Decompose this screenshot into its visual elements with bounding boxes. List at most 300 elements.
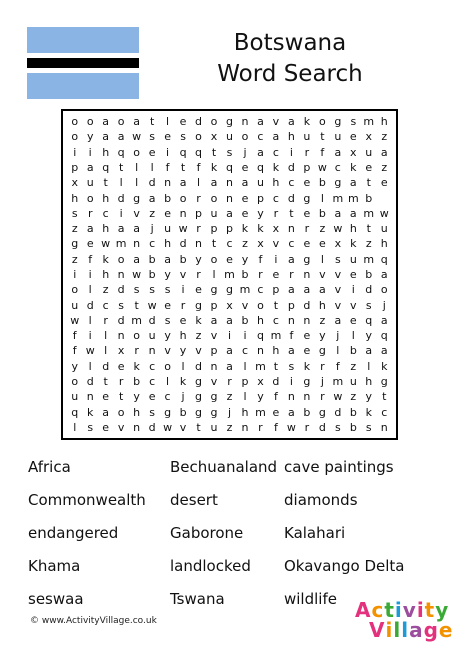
- grid-cell: a: [210, 176, 218, 190]
- grid-cell: d: [272, 374, 280, 388]
- grid-cell: j: [336, 329, 340, 343]
- grid-cell: v: [334, 298, 342, 312]
- grid-cell: p: [241, 374, 249, 388]
- grid-cell: i: [289, 145, 293, 159]
- grid-cell: a: [288, 283, 295, 297]
- grid-cell: h: [102, 222, 110, 236]
- grid-cell: b: [179, 405, 187, 419]
- word-search-grid: [61, 109, 398, 440]
- grid-cell: l: [150, 160, 154, 174]
- grid-cell: n: [195, 237, 203, 251]
- grid-cell: e: [102, 420, 110, 434]
- grid-cell: r: [320, 390, 325, 404]
- grid-cell: z: [71, 252, 78, 266]
- activity-village-logo: [355, 598, 454, 642]
- grid-cell: z: [350, 359, 357, 373]
- grid-cell: u: [256, 176, 264, 190]
- grid-cell: c: [149, 237, 156, 251]
- grid-cell: u: [210, 206, 218, 220]
- grid-cell: g: [303, 374, 311, 388]
- grid-cell: b: [303, 405, 311, 419]
- grid-cell: f: [258, 252, 263, 266]
- grid-cell: o: [257, 298, 264, 312]
- logo-letter: i: [394, 598, 403, 622]
- grid-cell: a: [288, 344, 295, 358]
- grid-cell: t: [366, 222, 371, 236]
- grid-cell: b: [349, 344, 357, 358]
- grid-cell: a: [288, 405, 295, 419]
- grid-cell: f: [72, 344, 77, 358]
- logo-letter: g: [423, 618, 439, 642]
- grid-cell: x: [272, 222, 280, 236]
- grid-cell: q: [195, 145, 203, 159]
- grid-cell: d: [179, 237, 187, 251]
- grid-cell: c: [381, 405, 388, 419]
- grid-cell: d: [303, 298, 311, 312]
- grid-cell: o: [195, 130, 202, 144]
- grid-cell: n: [148, 344, 156, 358]
- grid-cell: q: [102, 160, 110, 174]
- grid-cell: r: [273, 206, 279, 220]
- grid-cell: p: [210, 222, 218, 236]
- word-list-item: Gaborone: [170, 524, 244, 542]
- grid-cell: s: [180, 130, 186, 144]
- grid-cell: a: [380, 145, 388, 159]
- grid-cell: x: [210, 130, 218, 144]
- grid-cell: a: [334, 206, 342, 220]
- grid-cell: t: [180, 160, 186, 174]
- grid-cell: r: [196, 222, 201, 236]
- grid-cell: b: [148, 267, 156, 281]
- grid-cell: u: [334, 130, 342, 144]
- grid-cell: b: [365, 267, 373, 281]
- grid-cell: y: [164, 329, 171, 343]
- grid-cell: l: [243, 390, 247, 404]
- word-list-item: Okavango Delta: [284, 557, 405, 575]
- logo-letter: V: [369, 618, 386, 642]
- grid-cell: n: [133, 420, 141, 434]
- logo-letter: i: [416, 598, 425, 622]
- grid-cell: n: [226, 191, 233, 205]
- grid-cell: l: [119, 176, 123, 190]
- grid-cell: t: [149, 115, 155, 129]
- grid-cell: k: [303, 115, 311, 129]
- grid-cell: q: [117, 145, 125, 159]
- grid-cell: e: [272, 267, 280, 281]
- grid-cell: z: [350, 390, 357, 404]
- grid-cell: h: [102, 267, 110, 281]
- grid-cell: l: [212, 267, 216, 281]
- grid-cell: d: [287, 191, 295, 205]
- grid-cell: p: [303, 160, 311, 174]
- grid-cell: l: [135, 160, 139, 174]
- grid-cell: r: [304, 222, 310, 236]
- grid-cell: e: [195, 283, 202, 297]
- grid-cell: g: [210, 405, 218, 419]
- grid-cell: z: [71, 222, 78, 236]
- grid-cell: c: [272, 191, 279, 205]
- grid-cell: e: [272, 405, 280, 419]
- grid-cell: l: [351, 329, 355, 343]
- grid-cell: g: [71, 237, 79, 251]
- logo-letter: a: [409, 618, 424, 642]
- grid-cell: d: [334, 405, 342, 419]
- grid-cell: g: [380, 374, 388, 388]
- grid-cell: h: [179, 329, 187, 343]
- grid-cell: s: [365, 298, 372, 312]
- grid-cell: e: [318, 237, 326, 251]
- grid-cell: t: [103, 374, 108, 388]
- grid-cell: e: [303, 344, 311, 358]
- grid-cell: i: [243, 329, 247, 343]
- grid-cell: h: [365, 374, 373, 388]
- grid-cell: a: [288, 115, 295, 129]
- logo-letter: A: [355, 598, 372, 622]
- grid-cell: a: [164, 252, 171, 266]
- grid-cell: h: [272, 344, 280, 358]
- grid-cell: d: [195, 115, 203, 129]
- grid-cell: k: [102, 252, 109, 266]
- grid-cell: a: [210, 313, 218, 327]
- grid-cell: l: [135, 176, 139, 190]
- grid-cell: g: [210, 390, 218, 404]
- grid-cell: s: [149, 405, 155, 419]
- grid-cell: a: [272, 130, 280, 144]
- grid-cell: m: [115, 237, 127, 251]
- flag-band-black: [27, 58, 139, 68]
- grid-cell: m: [363, 206, 375, 220]
- grid-cell: x: [226, 298, 233, 312]
- grid-cell: h: [318, 298, 326, 312]
- grid-cell: u: [71, 390, 79, 404]
- grid-cell: u: [164, 222, 172, 236]
- grid-cell: l: [88, 359, 92, 373]
- grid-cell: a: [86, 222, 94, 236]
- grid-cell: e: [148, 390, 156, 404]
- grid-cell: a: [334, 313, 342, 327]
- grid-cell: a: [226, 359, 233, 373]
- grid-cell: e: [148, 145, 156, 159]
- logo-letter: l: [393, 618, 402, 642]
- grid-cell: l: [367, 359, 371, 373]
- grid-cell: s: [71, 206, 78, 220]
- grid-cell: v: [164, 344, 171, 358]
- grid-cell: l: [88, 313, 92, 327]
- grid-cell: v: [210, 374, 218, 388]
- grid-cell: m: [255, 405, 266, 419]
- grid-cell: k: [350, 237, 357, 251]
- grid-cell: v: [133, 206, 140, 220]
- grid-cell: y: [164, 267, 171, 281]
- grid-cell: w: [70, 313, 80, 327]
- grid-cell: e: [179, 313, 187, 327]
- grid-cell: c: [272, 145, 279, 159]
- grid-cell: h: [241, 405, 249, 419]
- grid-cell: k: [179, 374, 187, 388]
- grid-cell: c: [241, 344, 248, 358]
- grid-cell: n: [210, 359, 218, 373]
- grid-cell: s: [334, 252, 341, 266]
- grid-cell: y: [195, 252, 202, 266]
- grid-cell: b: [179, 252, 187, 266]
- grid-cell: n: [303, 390, 311, 404]
- word-list-item: Bechuanaland: [170, 458, 278, 476]
- grid-cell: f: [335, 359, 340, 373]
- grid-cell: e: [117, 359, 125, 373]
- grid-cell: p: [256, 191, 264, 205]
- grid-cell: g: [334, 176, 342, 190]
- grid-cell: y: [365, 390, 373, 404]
- grid-cell: x: [365, 130, 373, 144]
- grid-cell: n: [86, 390, 94, 404]
- grid-cell: m: [239, 283, 251, 297]
- grid-cell: j: [382, 298, 386, 312]
- grid-cell: k: [350, 160, 357, 174]
- grid-cell: a: [288, 252, 295, 266]
- grid-cell: t: [196, 420, 201, 434]
- title-line-2: Word Search: [217, 61, 363, 87]
- grid-cell: n: [133, 237, 141, 251]
- grid-cell: g: [226, 115, 233, 129]
- grid-cell: q: [380, 329, 388, 343]
- grid-cell: q: [380, 252, 388, 266]
- grid-cell: v: [334, 283, 342, 297]
- flag-band-bottom: [27, 73, 139, 99]
- grid-cell: r: [227, 374, 232, 388]
- grid-cell: e: [303, 176, 311, 190]
- grid-cell: h: [256, 313, 264, 327]
- grid-cell: o: [71, 130, 79, 144]
- grid-cell: n: [241, 115, 249, 129]
- grid-cell: v: [272, 237, 280, 251]
- grid-cell: o: [179, 191, 187, 205]
- grid-cell: t: [273, 298, 279, 312]
- grid-cell: k: [272, 160, 280, 174]
- grid-cell: w: [101, 237, 111, 251]
- grid-cell: i: [166, 145, 170, 159]
- grid-cell: k: [365, 405, 372, 419]
- grid-cell: o: [71, 374, 79, 388]
- grid-cell: m: [363, 252, 375, 266]
- grid-cell: v: [179, 420, 187, 434]
- grid-cell: s: [87, 420, 94, 434]
- grid-cell: l: [88, 283, 92, 297]
- grid-cell: p: [210, 344, 218, 358]
- grid-cell: t: [118, 390, 124, 404]
- grid-cell: c: [149, 359, 156, 373]
- grid-cell: p: [210, 298, 218, 312]
- word-list-item: cave paintings: [284, 458, 394, 476]
- grid-cell: e: [380, 176, 388, 190]
- grid-cell: a: [102, 130, 110, 144]
- grid-cell: t: [289, 206, 294, 220]
- grid-cell: z: [102, 283, 109, 297]
- grid-cell: k: [210, 160, 218, 174]
- word-list-item: seswaa: [28, 590, 84, 608]
- grid-cell: a: [349, 176, 357, 190]
- grid-cell: c: [334, 160, 341, 174]
- grid-cell: m: [347, 191, 359, 205]
- grid-cell: v: [319, 267, 326, 281]
- grid-cell: l: [73, 420, 77, 434]
- botswana-flag: [27, 27, 139, 99]
- grid-cell: z: [149, 206, 155, 220]
- grid-cell: z: [242, 237, 248, 251]
- grid-cell: h: [272, 176, 280, 190]
- grid-cell: m: [255, 359, 266, 373]
- grid-cell: l: [181, 359, 185, 373]
- grid-cell: t: [103, 176, 108, 190]
- grid-cell: d: [195, 359, 203, 373]
- grid-cell: n: [287, 390, 295, 404]
- grid-cell: t: [211, 145, 217, 159]
- grid-cell: z: [381, 160, 388, 174]
- grid-cell: h: [380, 237, 388, 251]
- grid-cell: n: [117, 329, 125, 343]
- grid-cell: a: [349, 206, 357, 220]
- grid-cell: o: [86, 191, 94, 205]
- grid-cell: a: [117, 222, 125, 236]
- grid-cell: h: [164, 237, 172, 251]
- logo-letter: t: [384, 598, 395, 622]
- grid-cell: d: [148, 420, 156, 434]
- grid-cell: j: [150, 222, 154, 236]
- grid-cell: v: [195, 344, 202, 358]
- grid-cell: b: [148, 252, 156, 266]
- grid-cell: v: [272, 115, 280, 129]
- grid-cell: s: [133, 283, 140, 297]
- grid-cell: u: [148, 329, 156, 343]
- grid-cell: n: [287, 313, 295, 327]
- grid-cell: n: [303, 267, 311, 281]
- grid-cell: r: [87, 206, 93, 220]
- grid-cell: r: [196, 267, 201, 281]
- grid-cell: r: [304, 420, 310, 434]
- grid-cell: m: [270, 329, 282, 343]
- grid-cell: u: [349, 252, 357, 266]
- grid-cell: r: [258, 420, 263, 434]
- grid-cell: g: [318, 405, 326, 419]
- grid-cell: f: [72, 329, 77, 343]
- grid-cell: y: [71, 359, 78, 373]
- grid-cell: m: [332, 374, 344, 388]
- grid-cell: g: [195, 374, 203, 388]
- grid-cell: a: [133, 252, 140, 266]
- logo-letter: i: [385, 618, 394, 642]
- logo-letter: t: [424, 598, 436, 622]
- grid-cell: b: [164, 191, 172, 205]
- grid-cell: a: [257, 115, 264, 129]
- grid-cell: a: [241, 176, 249, 190]
- grid-cell: a: [226, 344, 233, 358]
- grid-cell: e: [102, 390, 110, 404]
- grid-cell: y: [86, 130, 94, 144]
- grid-cell: w: [178, 222, 188, 236]
- grid-cell: e: [365, 160, 373, 174]
- grid-cell: c: [149, 374, 156, 388]
- grid-cell: q: [71, 405, 79, 419]
- grid-cell: e: [303, 206, 311, 220]
- grid-cell: h: [133, 405, 141, 419]
- grid-cell: a: [179, 176, 187, 190]
- grid-cell: r: [320, 359, 325, 373]
- grid-cell: n: [226, 176, 233, 190]
- grid-cell: r: [134, 344, 139, 358]
- logo-letter: y: [435, 598, 450, 622]
- word-list-item: desert: [170, 491, 218, 509]
- grid-cell: o: [241, 130, 249, 144]
- grid-cell: y: [179, 344, 187, 358]
- grid-cell: b: [318, 206, 326, 220]
- grid-cell: h: [349, 222, 357, 236]
- grid-cell: l: [104, 329, 108, 343]
- word-list-item: Kalahari: [284, 524, 346, 542]
- grid-cell: f: [196, 160, 201, 174]
- grid-cell: a: [380, 313, 388, 327]
- grid-cell: k: [87, 405, 94, 419]
- grid-cell: e: [164, 298, 171, 312]
- grid-cell: m: [332, 191, 344, 205]
- grid-cell: w: [379, 206, 389, 220]
- grid-cell: n: [380, 420, 388, 434]
- grid-cell: d: [102, 359, 110, 373]
- grid-cell: w: [147, 298, 157, 312]
- grid-cell: a: [257, 145, 264, 159]
- grid-cell: a: [86, 160, 94, 174]
- grid-cell: y: [319, 329, 326, 343]
- grid-cell: z: [381, 130, 388, 144]
- grid-cell: k: [241, 222, 249, 236]
- grid-cell: v: [350, 298, 357, 312]
- word-list-item: landlocked: [170, 557, 251, 575]
- grid-cell: o: [71, 115, 79, 129]
- grid-cell: a: [226, 206, 233, 220]
- grid-cell: g: [226, 283, 233, 297]
- grid-cell: o: [210, 115, 218, 129]
- grid-cell: u: [86, 176, 94, 190]
- grid-cell: f: [289, 329, 294, 343]
- grid-cell: y: [257, 390, 264, 404]
- flag-band-top: [27, 27, 139, 53]
- grid-cell: u: [71, 298, 79, 312]
- word-list-item: Tswana: [170, 590, 225, 608]
- grid-cell: t: [134, 298, 139, 312]
- grid-cell: i: [274, 252, 278, 266]
- grid-cell: r: [258, 267, 263, 281]
- grid-cell: [377, 190, 392, 205]
- grid-cell: z: [195, 329, 202, 343]
- grid-cell: d: [318, 420, 326, 434]
- grid-cell: b: [241, 313, 249, 327]
- grid-cell: u: [349, 374, 357, 388]
- grid-cell: o: [86, 115, 94, 129]
- grid-cell: r: [289, 267, 294, 281]
- grid-cell: y: [365, 329, 373, 343]
- grid-cell: l: [104, 344, 108, 358]
- logo-line-2: [369, 618, 453, 642]
- grid-cell: l: [320, 252, 324, 266]
- grid-cell: g: [195, 298, 203, 312]
- grid-cell: e: [349, 130, 357, 144]
- grid-cell: c: [226, 237, 233, 251]
- grid-cell: u: [226, 130, 233, 144]
- grid-cell: j: [243, 145, 247, 159]
- grid-cell: g: [303, 252, 311, 266]
- grid-cell: f: [273, 390, 278, 404]
- grid-cell: n: [287, 222, 295, 236]
- grid-cell: i: [73, 145, 77, 159]
- grid-cell: u: [380, 222, 388, 236]
